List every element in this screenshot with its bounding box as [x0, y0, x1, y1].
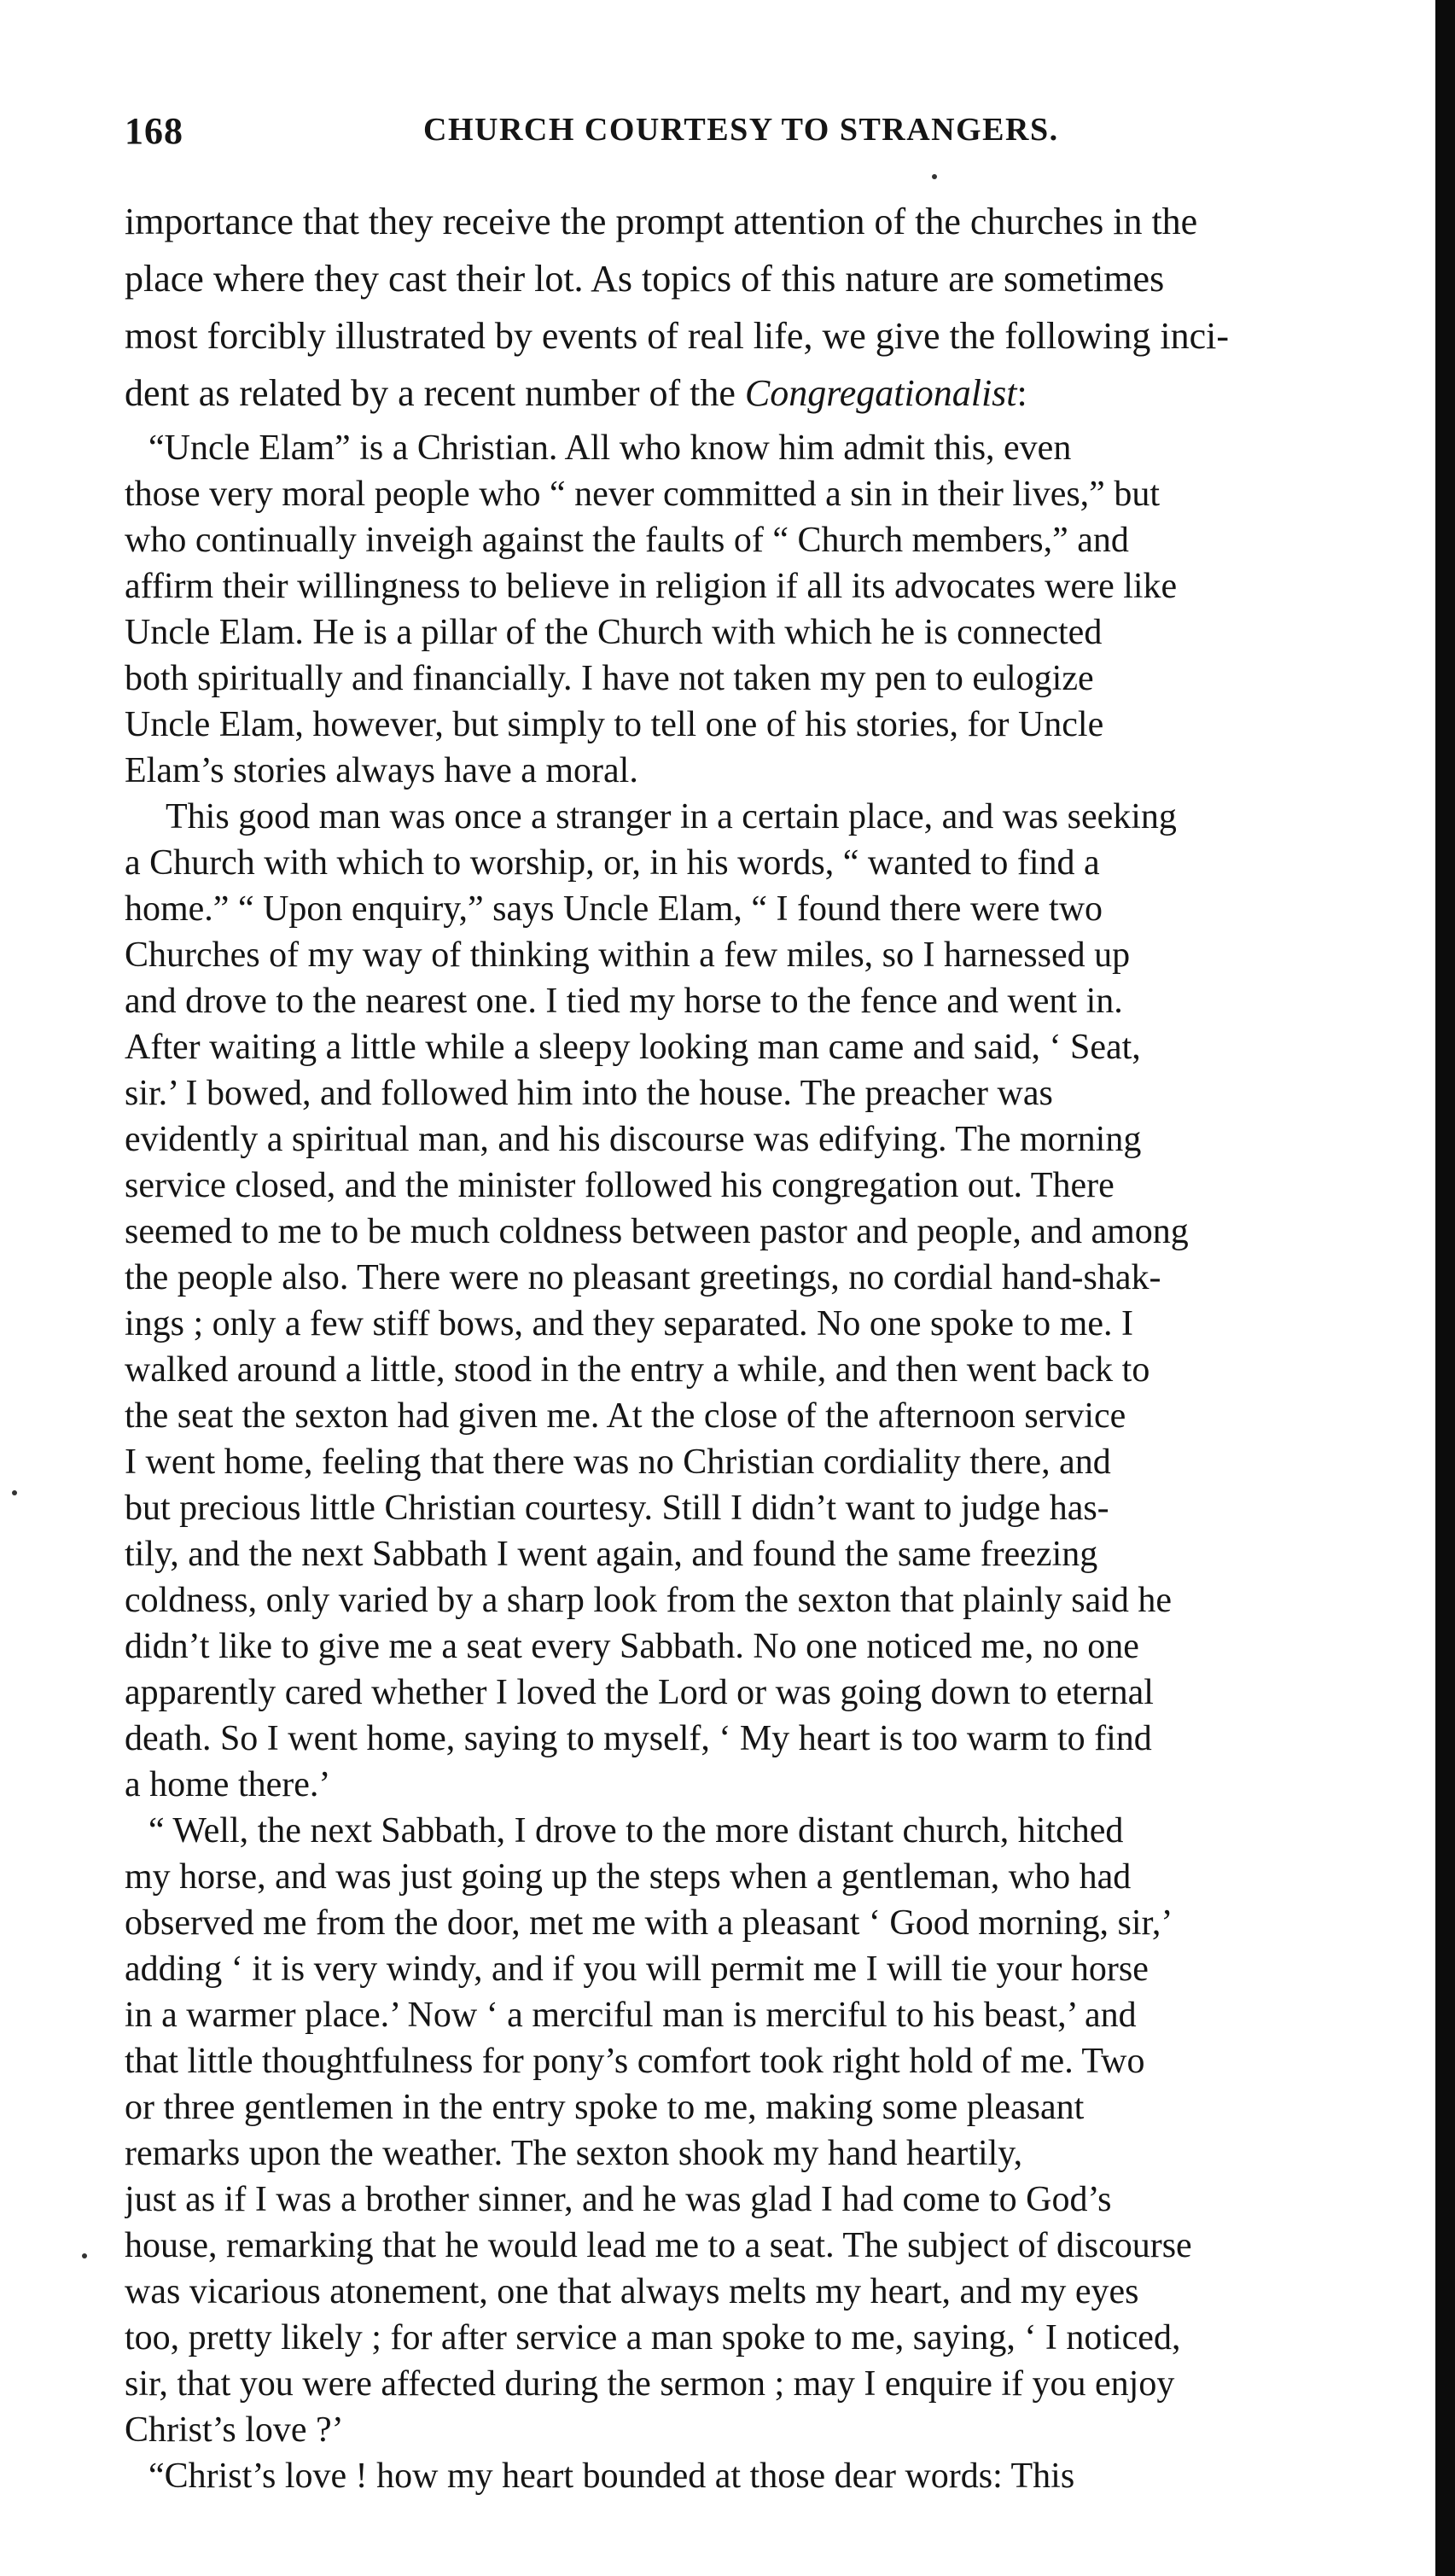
print-speck: [82, 2253, 87, 2258]
text-line: who continually inveigh against the faults of “ Church members,” and: [125, 521, 1129, 560]
text-line: those very moral people who “ never committed a sin in their lives,” but: [125, 475, 1160, 514]
text-line: too, pretty likely ; for after service a man spoke to me, saying, ‘ I noticed,: [125, 2318, 1181, 2357]
text-line: remarks upon the weather. The sexton shook my hand heartily,: [125, 2134, 1023, 2173]
text-line: sir, that you were affected during the sermon ; may I enquire if you enjoy: [125, 2364, 1175, 2404]
text-line: “ Well, the next Sabbath, I drove to the more distant church, hitched: [148, 1811, 1124, 1850]
text-line: place where they cast their lot. As topics of this nature are sometimes: [125, 258, 1165, 300]
text-line: death. So I went home, saying to myself, ‘ My heart is too warm to find: [125, 1719, 1152, 1758]
text-line: observed me from the door, met me with a pleasant ‘ Good morning, sir,’: [125, 1903, 1173, 1943]
text-line: evidently a spiritual man, and his discourse was edifying. The morning: [125, 1120, 1142, 1159]
text-line: service closed, and the minister followed his congregation out. There: [125, 1166, 1115, 1205]
text-line: or three gentlemen in the entry spoke to me, making some pleasant: [125, 2088, 1085, 2127]
text-line: most forcibly illustrated by events of real life, we give the following inci-: [125, 315, 1229, 357]
text-line: both spiritually and financially. I have not taken my pen to eulogize: [125, 659, 1094, 698]
story-paragraph-1: [125, 425, 1430, 794]
text-line: Christ’s love ?’: [125, 2410, 344, 2450]
text-line: tily, and the next Sabbath I went again, and found the same freezing: [125, 1535, 1098, 1574]
text-line: affirm their willingness to believe in religion if all its advocates were like: [125, 567, 1178, 606]
text-line: Churches of my way of thinking within a few miles, so I harnessed up: [125, 935, 1131, 975]
text-line: and drove to the nearest one. I tied my horse to the fence and went in.: [125, 982, 1123, 1021]
text-line: I went home, feeling that there was no Christian cordiality there, and: [125, 1442, 1111, 1482]
text-line: a Church with which to worship, or, in his words, “ wanted to find a: [125, 843, 1100, 883]
source-publication: Congregationalist: [744, 372, 1017, 414]
text-line: Uncle Elam. He is a pillar of the Church with which he is connected: [125, 613, 1103, 652]
page-number: 168: [125, 110, 183, 152]
text-line: ings ; only a few stiff bows, and they separated. No one spoke to me. I: [125, 1304, 1133, 1343]
text-line: house, remarking that he would lead me to a seat. The subject of discourse: [125, 2226, 1192, 2265]
text-line: [125, 364, 1430, 422]
text-line: home.” “ Upon enquiry,” says Uncle Elam, “ I found there were two: [125, 889, 1103, 929]
story-paragraph-4: [125, 2453, 1430, 2499]
page-edge-shadow: [1435, 0, 1455, 2576]
text-line: didn’t like to give me a seat every Sabbath. No one noticed me, no one: [125, 1627, 1139, 1666]
text-line: my horse, and was just going up the steps when a gentleman, who had: [125, 1857, 1132, 1897]
text-line: that little thoughtfulness for pony’s comfort took right hold of me. Two: [125, 2042, 1145, 2081]
text-line: but precious little Christian courtesy. Still I didn’t want to judge has-: [125, 1489, 1109, 1528]
text-line: Uncle Elam, however, but simply to tell one of his stories, for Uncle: [125, 705, 1104, 744]
story-paragraph-2: [125, 794, 1430, 1808]
text-line: apparently cared whether I loved the Lord or was going down to eternal: [125, 1673, 1154, 1712]
text-line: Elam’s stories always have a moral.: [125, 751, 638, 790]
quoted-story: [125, 425, 1430, 2499]
text-line: walked around a little, stood in the entry a while, and then went back to: [125, 1350, 1150, 1390]
intro-paragraph: [125, 193, 1430, 422]
page-header: [125, 109, 1183, 160]
text-line: coldness, only varied by a sharp look from the sexton that plainly said he: [125, 1581, 1173, 1620]
text-line: in a warmer place.’ Now ‘ a merciful man is merciful to his beast,’ and: [125, 1996, 1137, 2035]
print-speck: [12, 1490, 17, 1495]
text-line: just as if I was a brother sinner, and he was glad I had come to God’s: [125, 2180, 1112, 2219]
running-head: CHURCH COURTESY TO STRANGERS.: [423, 112, 1059, 148]
story-paragraph-3: [125, 1808, 1430, 2453]
text-line: a home there.’: [125, 1765, 331, 1804]
text-line: “Christ’s love ! how my heart bounded at those dear words: This: [148, 2457, 1075, 2496]
text-line: adding ‘ it is very windy, and if you will permit me I will tie your horse: [125, 1949, 1149, 1989]
text-line: “Uncle Elam” is a Christian. All who know him admit this, even: [148, 428, 1072, 468]
text-line: This good man was once a stranger in a certain place, and was seeking: [166, 797, 1177, 836]
text-line: the seat the sexton had given me. At the close of the afternoon service: [125, 1396, 1126, 1436]
text-line: After waiting a little while a sleepy looking man came and said, ‘ Seat,: [125, 1028, 1141, 1067]
intro-line-lead: dent as related by a recent number of the: [125, 372, 745, 414]
text-line: was vicarious atonement, one that always melts my heart, and my eyes: [125, 2272, 1139, 2311]
text-line: importance that they receive the prompt attention of the churches in the: [125, 201, 1198, 242]
text-line: sir.’ I bowed, and followed him into the house. The preacher was: [125, 1074, 1053, 1113]
text-line: seemed to me to be much coldness between pastor and people, and among: [125, 1212, 1189, 1251]
text-line: the people also. There were no pleasant greetings, no cordial hand-shak-: [125, 1258, 1161, 1297]
source-suffix: :: [1016, 372, 1027, 414]
print-speck: [932, 174, 937, 179]
